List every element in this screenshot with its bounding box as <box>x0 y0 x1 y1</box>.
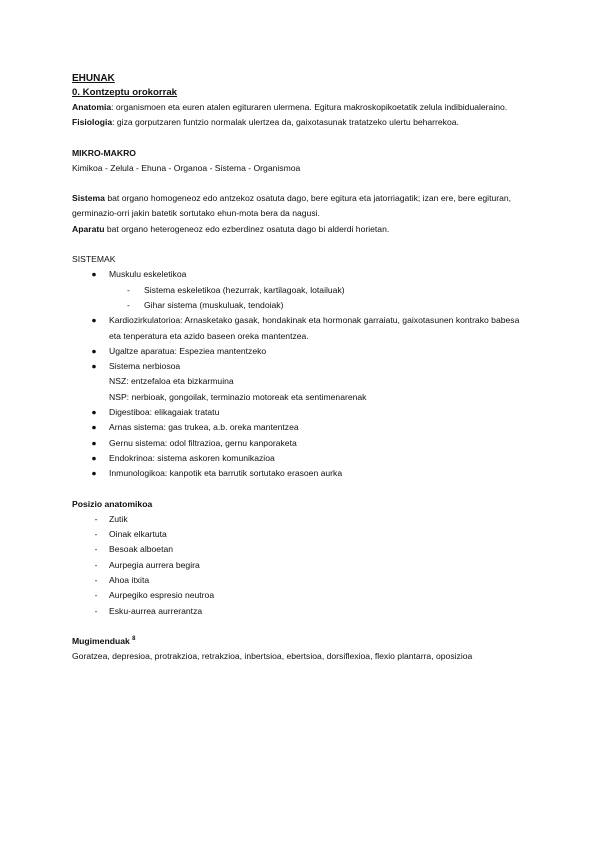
bullet-icon: ● <box>91 345 97 356</box>
list-item: - Besoak alboetan <box>72 542 532 557</box>
bullet-icon: ● <box>91 269 97 280</box>
dash-icon: - <box>94 544 98 555</box>
sistemak-list <box>72 267 532 481</box>
sistema-term: Sistema <box>72 193 105 204</box>
list-item-continuation: NSZ: entzefaloa eta bizkarmuina <box>109 376 234 387</box>
aparatu-text: bat organo heterogeneoz edo ezberdinez osatuta dago bi alderdi horietan. <box>104 223 390 234</box>
list-item: ● Gernu sistema: odol filtrazioa, gernu kanporaketa <box>72 436 532 451</box>
list-item: ● Endokrinoa: sistema askoren komunikazioa <box>72 451 532 466</box>
dash-icon: - <box>94 605 98 616</box>
mikro-makro-heading: MIKRO-MAKRO <box>72 147 136 158</box>
list-item: - Aurpegia aurrera begira <box>72 558 532 573</box>
dash-icon: - <box>127 284 130 295</box>
posizio-heading: Posizio anatomikoa <box>72 498 153 509</box>
anatomia-definition <box>72 100 532 115</box>
dash-icon: - <box>94 575 98 586</box>
list-item: - Esku-aurrea aurrerantza <box>72 604 532 619</box>
dash-icon: - <box>94 529 98 540</box>
fisiologia-term: Fisiologia <box>72 117 113 128</box>
bullet-icon: ● <box>91 407 97 418</box>
anatomia-term: Anatomia <box>72 102 112 112</box>
list-item: - Ahoa itxita <box>72 573 532 588</box>
bullet-icon: ● <box>91 315 97 326</box>
sistemak-heading: SISTEMAK <box>72 254 116 265</box>
dash-icon: - <box>127 299 130 310</box>
list-item: - Oinak elkartuta <box>72 527 532 542</box>
list-item: ● Sistema nerbiosoa <box>72 359 532 374</box>
bullet-icon: ● <box>91 422 97 433</box>
list-item: ● Inmunologikoa: kanpotik eta barrutik sortutako erasoen aurka <box>72 466 532 481</box>
document-page <box>72 72 532 665</box>
aparatu-term: Aparatu <box>72 223 105 234</box>
dash-icon: - <box>94 559 98 570</box>
list-item: ● Kardiozirkulatorioa: Arnasketako gasak, hondakinak eta hormonak garraiatu, gaixotasunen kontrako babesa eta tenperatura eta azido baseen oreka mantentzea. <box>72 313 532 344</box>
section-heading-concepts: 0. Kontzeptu orokorrak <box>72 87 178 98</box>
footnote-marker: 8 <box>132 636 136 643</box>
list-item: - Aurpegiko espresio neutroa <box>72 588 532 603</box>
list-item: ● Muskulu eskeletikoa <box>72 267 532 282</box>
page-title: EHUNAK <box>72 73 115 84</box>
posizio-list <box>72 512 532 619</box>
bullet-icon: ● <box>91 452 97 463</box>
list-item: ● Ugaltze aparatua: Espeziea mantentzeko <box>72 344 532 359</box>
list-item: ● Arnas sistema: gas trukea, a.b. oreka mantentzea <box>72 420 532 435</box>
fisiologia-text: : giza gorputzaren funtzio normalak ulertzea da, gaixotasunak tratatzeko ulertu beharrekoa. <box>112 117 459 128</box>
list-item: - Zutik <box>72 512 532 527</box>
sub-list-item: - Sistema eskeletikoa (hezurrak, kartilagoak, lotailuak) <box>72 283 532 298</box>
sistema-definition <box>72 191 532 222</box>
dash-icon: - <box>94 513 98 524</box>
bullet-icon: ● <box>91 437 97 448</box>
bullet-icon: ● <box>91 468 97 479</box>
fisiologia-definition <box>72 115 532 130</box>
bullet-icon: ● <box>91 361 97 372</box>
anatomia-text: : organismoen eta euren atalen egituraren ulermena. Egitura makroskopikoetatik zelula indibidualeraino. <box>111 102 508 112</box>
mikro-makro-chain: Kimikoa - Zelula - Ehuna - Organoa - Sistema - Organismoa <box>72 162 301 173</box>
sub-list-item: - Gihar sistema (muskuluak, tendoiak) <box>72 298 532 313</box>
list-item: ● Digestiboa: elikagaiak tratatu <box>72 405 532 420</box>
sistema-text: bat organo homogeneoz edo antzekoz osatuta dago, bere egitura eta jatorriagatik; izan ere, bere egituran, germinazio-orri jakin batetik sortutako ehun-mota bera da nagusi. <box>72 193 512 219</box>
mugimenduak-heading: Mugimenduak $^8$ <box>72 635 136 646</box>
mugimenduak-text: Goratzea, depresioa, protrakzioa, retrakzioa, inbertsioa, ebertsioa, dorsiflexioa, flexio plantarra, oposizioa <box>72 651 473 662</box>
dash-icon: - <box>94 590 98 601</box>
list-item-continuation: NSP: nerbioak, gongoilak, terminazio motoreak eta sentimenarenak <box>109 391 367 402</box>
aparatu-definition <box>72 222 532 237</box>
